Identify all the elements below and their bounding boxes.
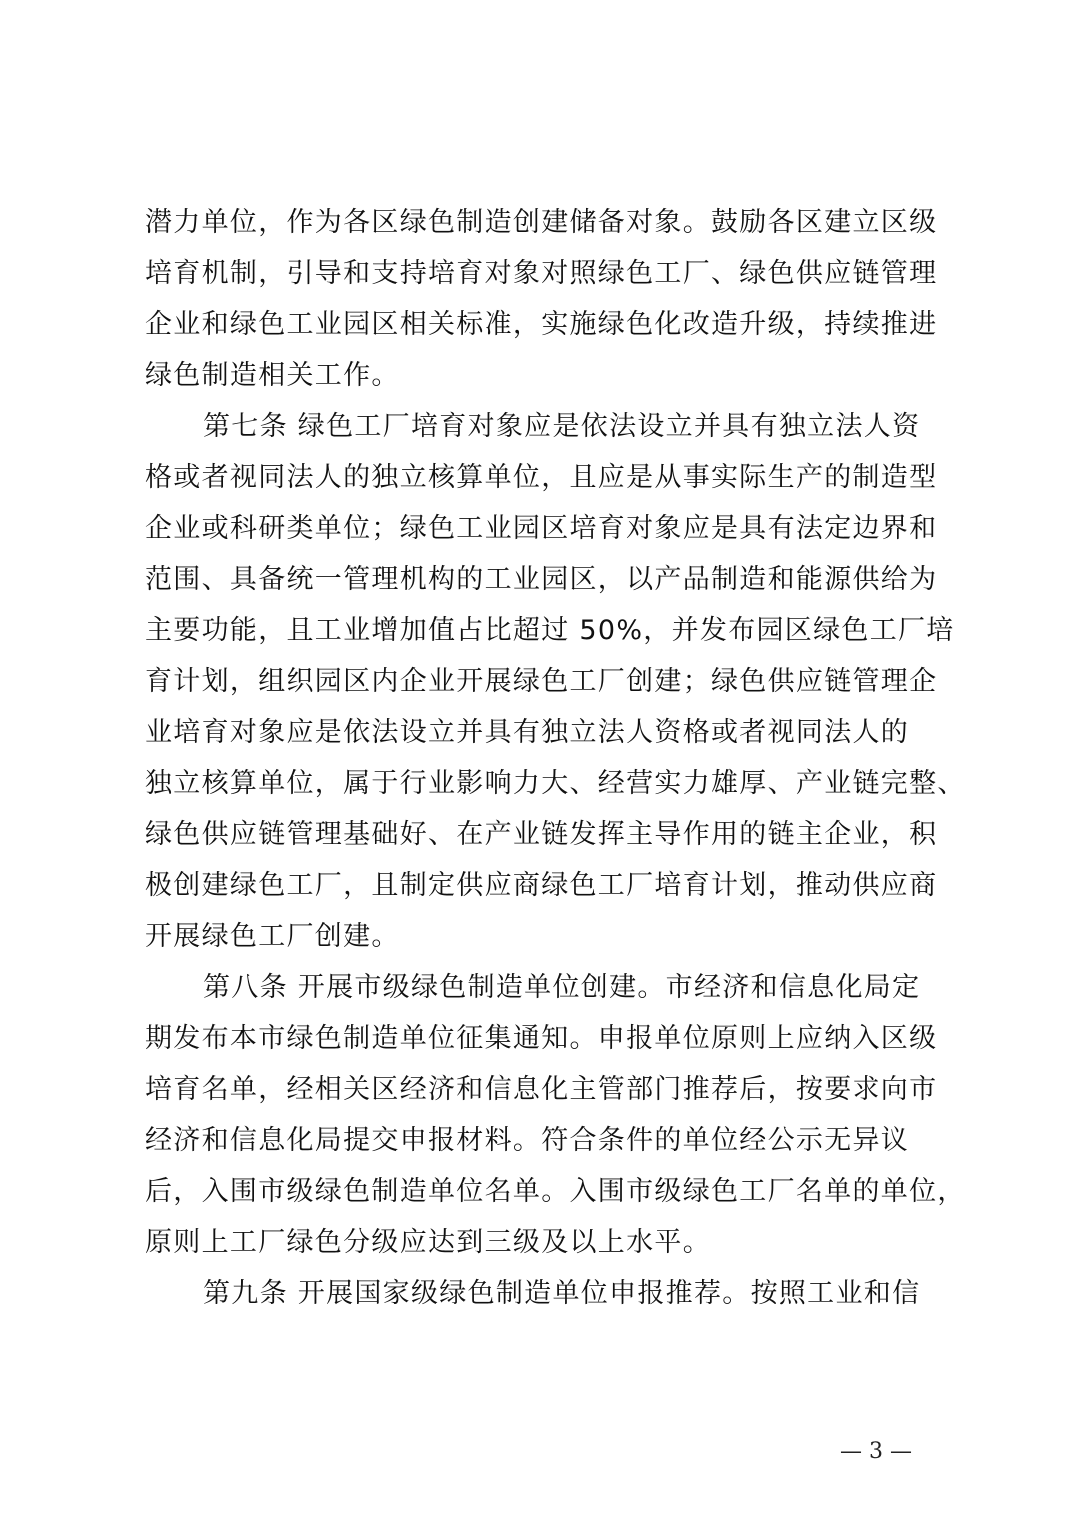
text-line: 主要功能，且工业增加值占比超过 50%，并发布园区绿色工厂培 [145,615,955,646]
text-line: 极创建绿色工厂，且制定供应商绿色工厂培育计划，推动供应商 [145,870,938,901]
text-line: 企业和绿色工业园区相关标准，实施绿色化改造升级，持续推进 [145,309,938,340]
text-line: 育计划，组织园区内企业开展绿色工厂创建；绿色供应链管理企 [145,666,938,697]
text-line: 经济和信息化局提交申报材料。符合条件的单位经公示无异议 [145,1125,910,1156]
text-line: 独立核算单位，属于行业影响力大、经营实力雄厚、产业链完整、 [145,768,966,799]
text-line: 潜力单位，作为各区绿色制造创建储备对象。鼓励各区建立区级 [145,207,938,238]
page-number: — 3 — [840,1439,912,1464]
text-line: 绿色供应链管理基础好、在产业链发挥主导作用的链主企业，积 [145,819,938,850]
article-7-heading-line: 第七条 绿色工厂培育对象应是依法设立并具有独立法人资 [203,411,921,442]
article-9-heading-line: 第九条 开展国家级绿色制造单位申报推荐。按照工业和信 [203,1278,921,1309]
text-line: 格或者视同法人的独立核算单位，且应是从事实际生产的制造型 [145,462,938,493]
article-8-heading-line: 第八条 开展市级绿色制造单位创建。市经济和信息化局定 [203,972,921,1003]
text-line: 范围、具备统一管理机构的工业园区，以产品制造和能源供给为 [145,564,938,595]
document-body [145,197,966,1319]
text-line: 培育机制，引导和支持培育对象对照绿色工厂、绿色供应链管理 [145,258,938,289]
text-line: 企业或科研类单位；绿色工业园区培育对象应是具有法定边界和 [145,513,938,544]
text-line: 后，入围市级绿色制造单位名单。入围市级绿色工厂名单的单位， [145,1176,966,1207]
text-line: 业培育对象应是依法设立并具有独立法人资格或者视同法人的 [145,717,910,748]
text-line: 培育名单，经相关区经济和信息化主管部门推荐后，按要求向市 [145,1074,938,1105]
text-line: 原则上工厂绿色分级应达到三级及以上水平。 [145,1227,711,1258]
text-line: 开展绿色工厂创建。 [145,921,400,952]
text-line: 绿色制造相关工作。 [145,360,400,391]
text-line: 期发布本市绿色制造单位征集通知。申报单位原则上应纳入区级 [145,1023,938,1054]
